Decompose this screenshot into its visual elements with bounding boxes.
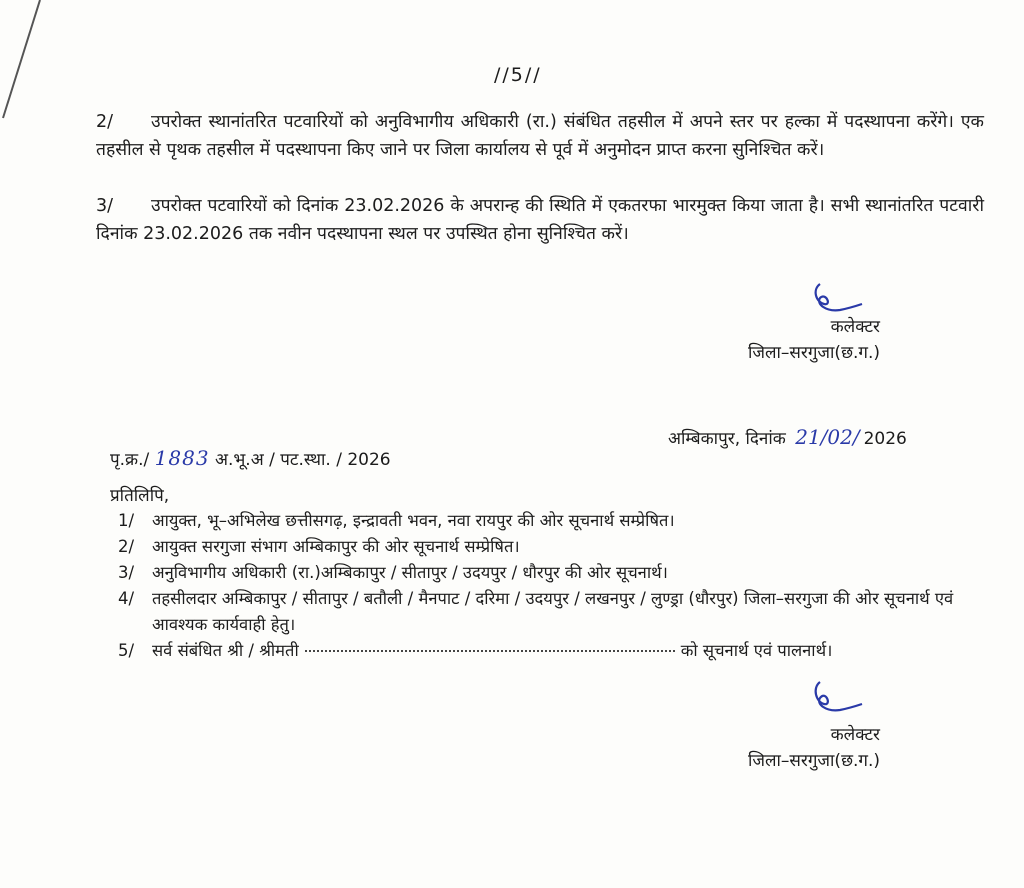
paragraph-2 xyxy=(96,108,984,164)
page-edge-mark xyxy=(0,0,50,120)
signatory-office: जिला–सरगुजा(छ.ग.) xyxy=(747,343,880,363)
list-item-number: 3/ xyxy=(118,563,135,582)
paragraph-number: 2/ xyxy=(96,112,114,132)
list-item-text: आयुक्त, भू–अभिलेख छत्तीसगढ़, इन्द्रावती भवन, नवा रायपुर की ओर सूचनार्थ सम्प्रेषित। xyxy=(152,511,675,530)
signature-block-1 xyxy=(730,314,880,366)
signatory-title: कलेक्टर xyxy=(830,725,880,745)
recipient-lead: सर्व संबंधित श्री / श्रीमती xyxy=(152,641,299,660)
recipient-tail: को सूचनार्थ एवं पालनार्थ। xyxy=(680,641,833,660)
list-item-number: 2/ xyxy=(118,537,135,556)
reference-line xyxy=(110,446,391,470)
signature-scribble xyxy=(806,678,866,720)
reference-prefix: पृ.क्र./ xyxy=(110,450,150,470)
list-item-text: अनुविभागीय अधिकारी (रा.)अम्बिकापुर / सीतापुर / उदयपुर / धौरपुर की ओर सूचनार्थ। xyxy=(152,563,668,582)
fill-in-dotted-line xyxy=(305,650,675,652)
paragraph-number: 3/ xyxy=(96,196,114,216)
list-item xyxy=(118,508,998,534)
signatory-office: जिला–सरगुजा(छ.ग.) xyxy=(747,751,880,771)
date-handwritten: 21/02/ xyxy=(795,425,860,449)
signatory-title: कलेक्टर xyxy=(830,317,880,337)
list-item-text xyxy=(152,638,998,664)
date-year: 2026 xyxy=(863,429,907,449)
list-item xyxy=(118,638,998,664)
place-label: अम्बिकापुर, दिनांक xyxy=(668,429,786,449)
list-item-text: तहसीलदार अम्बिकापुर / सीतापुर / बतौली / मैनपाट / दरिमा / उदयपुर / लखनपुर / लुण्ड्रा (धौरपुर) जिला–सरगुजा की ओर सूचनार्थ एवं आवश्यक कार्यवाही हेतु। xyxy=(152,589,954,634)
list-item-number: 5/ xyxy=(118,641,135,660)
list-item-number: 1/ xyxy=(118,511,135,530)
list-item-text: आयुक्त सरगुजा संभाग अम्बिकापुर की ओर सूचनार्थ सम्प्रेषित। xyxy=(152,537,520,556)
signature-block-2 xyxy=(730,722,880,774)
place-date-line xyxy=(668,425,907,449)
list-item xyxy=(118,586,998,638)
reference-suffix: अ.भू.अ / पट.स्था. / 2026 xyxy=(214,450,391,470)
list-item-number: 4/ xyxy=(118,589,135,608)
page-number: //5// xyxy=(494,64,542,86)
paragraph-text: उपरोक्त पटवारियों को दिनांक 23.02.2026 के अपरान्ह की स्थिति में एकतरफा भारमुक्त किया जाता है। सभी स्थानांतरित पटवारी दिनांक 23.02.2026 तक नवीन पदस्थापना स्थल पर उपस्थित होना सुनिश्चित करें। xyxy=(96,196,984,244)
list-item xyxy=(118,560,998,586)
paragraph-3 xyxy=(96,192,984,248)
list-item xyxy=(118,534,998,560)
paragraph-text: उपरोक्त स्थानांतरित पटवारियों को अनुविभागीय अधिकारी (रा.) संबंधित तहसील में अपने स्तर पर हल्का में पदस्थापना करेंगे। एक तहसील से पृथक तहसील में पदस्थापना किए जाने पर जिला कार्यालय से पूर्व में अनुमोदन प्राप्त करना सुनिश्चित करें। xyxy=(96,112,984,160)
reference-number-handwritten: 1883 xyxy=(154,446,210,470)
copy-heading: प्रतिलिपि, xyxy=(110,486,170,506)
copy-list xyxy=(118,508,998,664)
